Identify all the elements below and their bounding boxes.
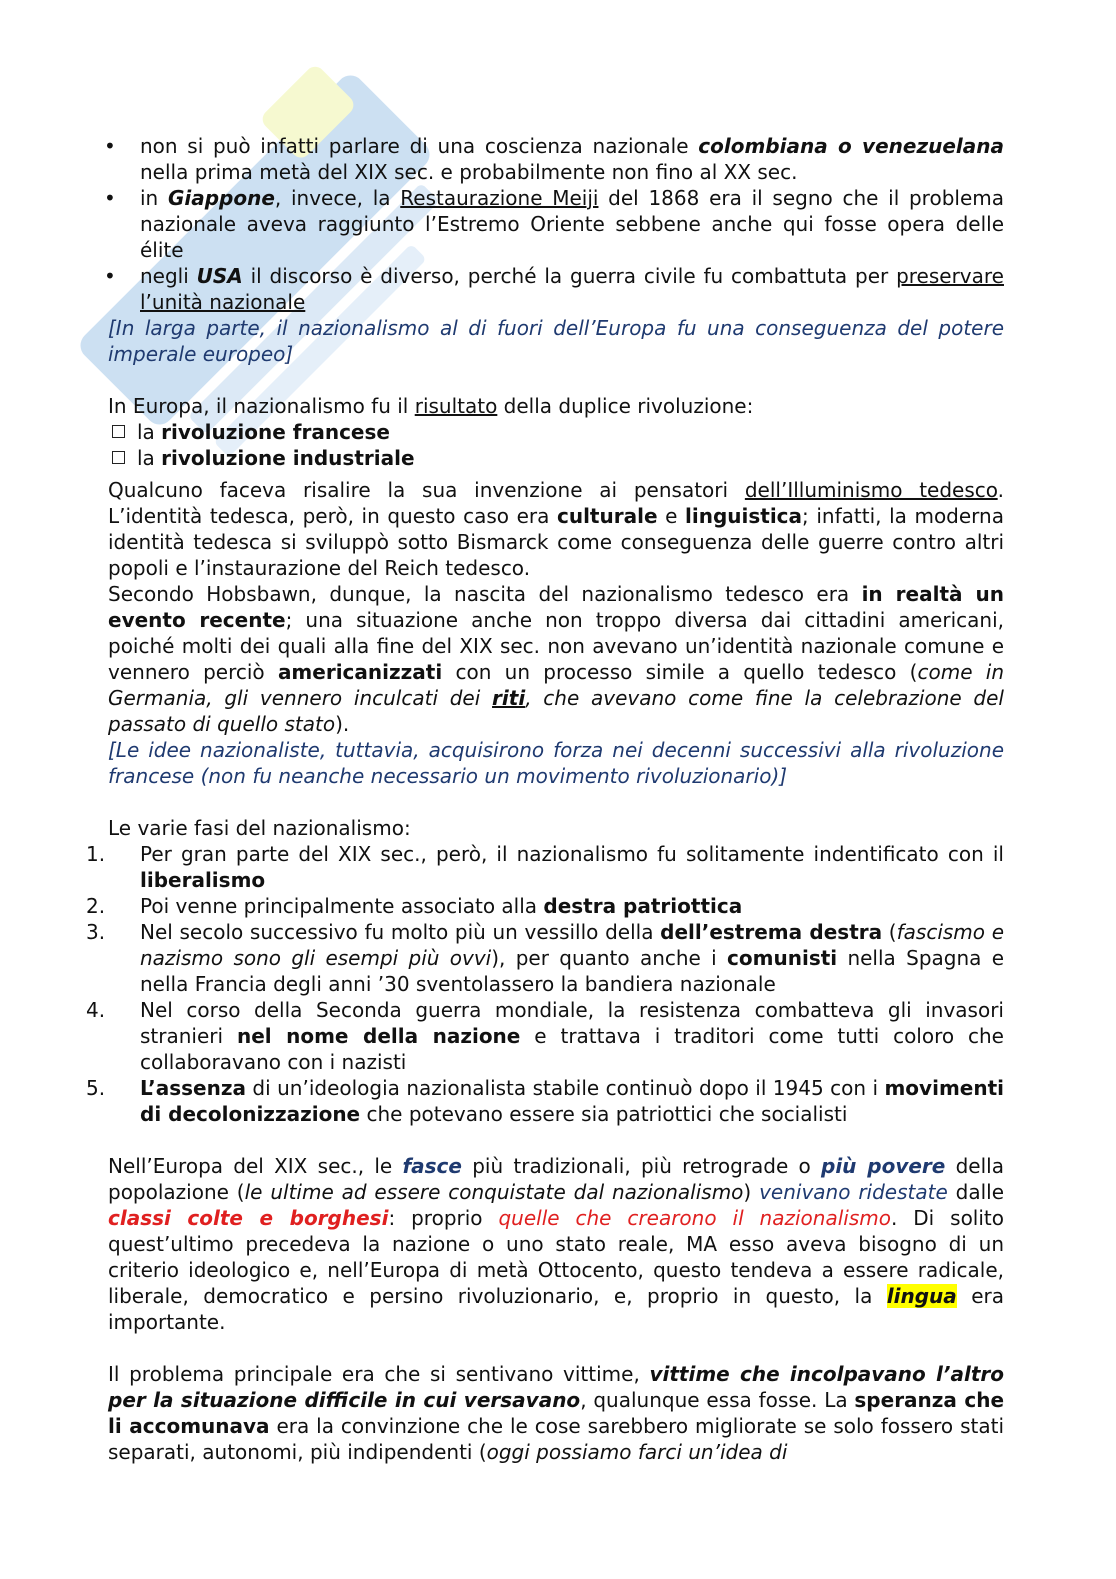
bullet-icon: • (104, 186, 116, 210)
bracket-note-1: [In larga parte, il nazionalismo al di fuori dell’Europa fu una conseguenza del potere imperale europeo] (108, 316, 1004, 366)
bullet-icon: • (104, 264, 116, 288)
square-outline-icon (112, 451, 125, 464)
paragraph-vittime: Il problema principale era che si sentivano vittime, vittime che incolpavano l’altro per la situazione difficile in cui versavano, qualunque essa fosse. La speranza che li accomunava era la convinzione che le cose sarebbero migliorate se solo fossero stati separati, autonomi, più indipendenti (oggi possiamo farci un’idea di (108, 1362, 1005, 1464)
europa-intro: In Europa, il nazionalismo fu il risultato della duplice rivoluzione: (108, 394, 754, 418)
list-item: 5. L’assenza di un’ideologia nazionalista stabile continuò dopo il 1945 con i movimenti di decolonizzazione che potevano essere sia patriottici che socialisti (86, 1076, 1004, 1126)
fasi-title: Le varie fasi del nazionalismo: (108, 816, 411, 840)
list-item: 4. Nel corso della Seconda guerra mondiale, la resistenza combatteva gli invasori stranieri nel nome della nazione e trattava i traditori come tutti coloro che collaboravano con i nazisti (86, 998, 1004, 1074)
list-item: 3. Nel secolo successivo fu molto più un vessillo della dell’estrema destra (fascismo e nazismo sono gli esempi più ovvi), per quanto anche i comunisti nella Spagna e nella Francia degli anni ’30 sventolassero la bandiera nazionale (86, 920, 1005, 996)
square-outline-icon (112, 425, 125, 438)
revolution-item: la rivoluzione francese (108, 419, 1004, 445)
intro-bullet-list (104, 133, 1004, 315)
paragraph-hobsbawn: Secondo Hobsbawn, dunque, la nascita del nazionalismo tedesco era in realtà un evento recente; una situazione anche non troppo diversa dai cittadini americani, poiché molti dei quali alla fine del XIX sec. non avevano un’identità nazionale comune e vennero perciò americanizzati con un processo simile a quello tedesco (come in Germania, gli vennero inculcati dei riti, che avevano come fine la celebrazione del passato di quello stato). (108, 582, 1005, 736)
fasi-list (86, 841, 1005, 1127)
bullet-icon: • (104, 134, 116, 158)
list-item: • negli USA il discorso è diverso, perché la guerra civile fu combattuta per preservare l’unità nazionale (104, 264, 1004, 314)
list-item: • in Giappone, invece, la Restaurazione Meiji del 1868 era il segno che il problema nazionale aveva raggiunto l’Estremo Oriente sebbene anche qui fosse opera delle élite (104, 186, 1004, 262)
revolution-item: la rivoluzione industriale (108, 445, 1004, 471)
list-item: 1. Per gran parte del XIX sec., però, il nazionalismo fu solitamente indentificato con il liberalismo (86, 842, 1004, 892)
paragraph-classi: Nell’Europa del XIX sec., le fasce più tradizionali, più retrograde o più povere della popolazione (le ultime ad essere conquistate dal nazionalismo) venivano ridestate dalle classi colte e borghesi: proprio quelle che crearono il nazionalismo. Di solito quest’ultimo precedeva la nazione o uno stato reale, MA esso aveva bisogno di un criterio ideologico e, nell’Europa di metà Ottocento, questo tendeva a essere radicale, liberale, democratico e persino rivoluzionario, e, proprio in questo, la lingua era importante. (108, 1154, 1005, 1334)
list-item: • non si può infatti parlare di una coscienza nazionale colombiana o venezuelana nella prima metà del XIX sec. e probabilmente non fino al XX sec. (104, 134, 1004, 184)
list-item: 2. Poi venne principalmente associato alla destra patriottica (86, 894, 743, 918)
bracket-note-2: [Le idee nazionaliste, tuttavia, acquisirono forza nei decenni successivi alla rivoluzione francese (non fu neanche necessario un movimento rivoluzionario)] (108, 738, 1004, 788)
paragraph-illuminismo: Qualcuno faceva risalire la sua invenzione ai pensatori dell’Illuminismo tedesco. L’identità tedesca, però, in questo caso era culturale e linguistica; infatti, la moderna identità tedesca si sviluppò sotto Bismarck come conseguenza delle guerre contro altri popoli e l’instaurazione del Reich tedesco. (108, 478, 1005, 580)
document-page (86, 133, 1005, 1465)
